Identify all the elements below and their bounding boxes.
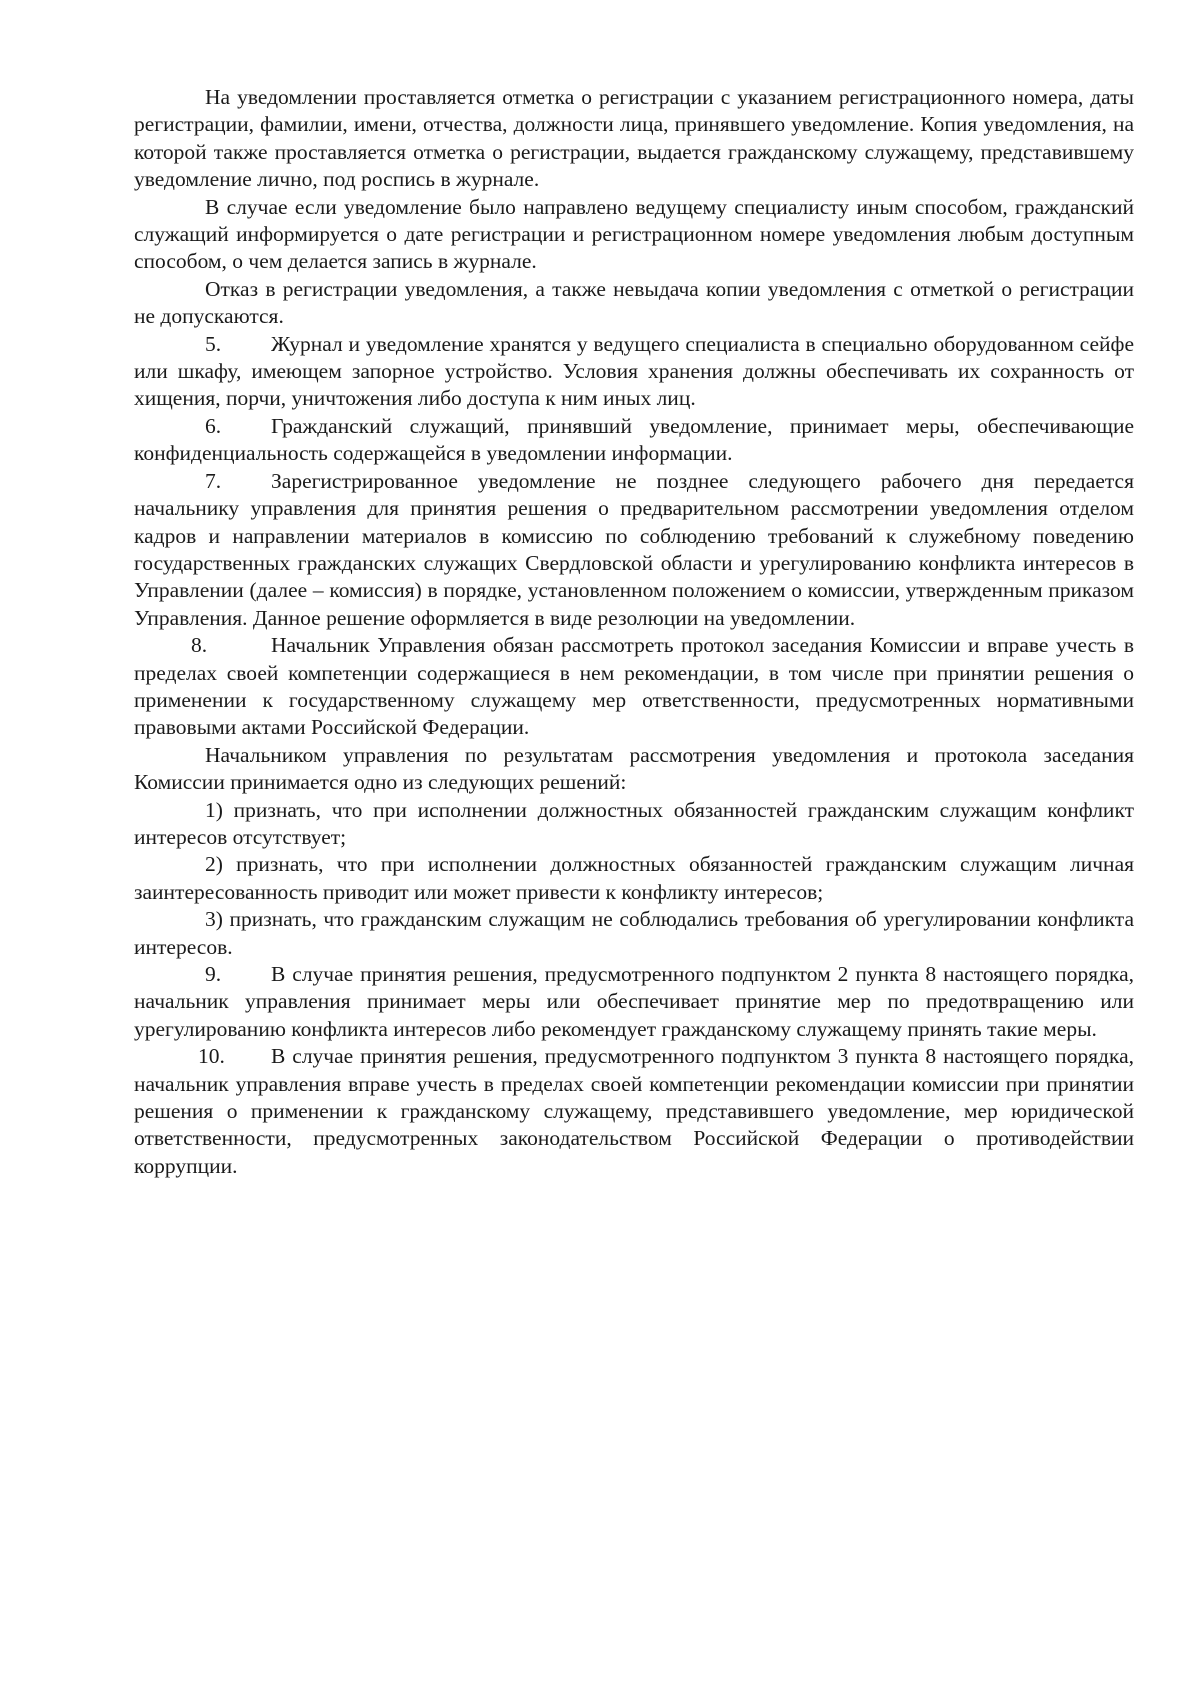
item-number: 9. [205,962,222,986]
item-text: Зарегистрированное уведомление не позднее следующего рабочего дня передается начальнику управления для принятия решения о предварительном рассмотрении уведомления отделом кадров и направлении материалов в комиссию по соблюдению требований к служебному поведению государственных гражданских служащих Свердловской области и урегулированию конфликта интересов в Управлении (далее – комиссия) в порядке, установленном положением о комиссии, утвержденным приказом Управления. Данное решение оформляется в виде резолюции на уведомлении. [134,468,1134,630]
item-number: 6. [205,413,222,438]
paragraph-decision-2: 2) признать, что при исполнении должностных обязанностей гражданским служащим личная заинтересованность приводит или может привести к конфликту интересов; [134,852,1134,904]
paragraph-decisions-intro: Начальником управления по результатам рассмотрения уведомления и протокола заседания Комиссии принимается одно из следующих решений: [134,742,1134,795]
item-text: В случае принятия решения, предусмотренного подпунктом 3 пункта 8 настоящего порядка, начальник управления вправе учесть в пределах своей компетенции рекомендации комиссии при принятии решения о применении к гражданскому служащему, представившего уведомление, мер юридической ответственности, предусмотренных законодательством Российской Федерации о противодействии коррупции. [134,1044,1134,1178]
paragraph-registration-mark: На уведомлении проставляется отметка о регистрации с указанием регистрационного номера, даты регистрации, фамилии, имени, отчества, должности лица, принявшего уведомление. Копия уведомления, на которой также проставляется отметка о регистрации, выдается гражданскому служащему, представившему уведомление лично, под роспись в журнале. [134,85,1134,192]
paragraph-item-5 [134,331,1134,413]
paragraph-item-9 [134,961,1134,1043]
item-number: 7. [205,468,222,493]
item-text: В случае принятия решения, предусмотренного подпунктом 2 пункта 8 настоящего порядка, начальник управления принимает меры или обеспечивает принятие мер по предотвращению или урегулированию конфликта интересов либо рекомендует гражданскому служащему принять такие меры. [134,962,1134,1041]
paragraph-item-7 [134,468,1134,632]
item-text: Гражданский служащий, принявший уведомление, принимает меры, обеспечивающие конфиденциальность содержащейся в уведомлении информации. [134,413,1134,466]
paragraph-item-8 [134,632,1134,742]
document-body [134,84,1134,1180]
paragraph-decision-1: 1) признать, что при исполнении должностных обязанностей гражданским служащим конфликт интересов отсутствует; [134,797,1134,849]
item-number: 8. [191,633,208,658]
paragraph-item-10 [134,1043,1134,1180]
paragraph-refusal: Отказ в регистрации уведомления, а также невыдача копии уведомления с отметкой о регистрации не допускаются. [134,276,1134,329]
item-number: 5. [205,331,222,356]
item-text: Журнал и уведомление хранятся у ведущего специалиста в специально оборудованном сейфе или шкафу, имеющем запорное устройство. Условия хранения должны обеспечивать их сохранность от хищения, порчи, уничтожения либо доступа к ним иных лиц. [134,331,1134,411]
paragraph-decision-3: 3) признать, что гражданским служащим не соблюдались требования об урегулировании конфликта интересов. [134,907,1134,959]
item-text: Начальник Управления обязан рассмотреть протокол заседания Комиссии и вправе учесть в пределах своей компетенции содержащиеся в нем рекомендации, в том числе при принятии решения о применении к государственному служащему мер ответственности, предусмотренных нормативными правовыми актами Российской Федерации. [134,633,1134,740]
item-number: 10. [198,1044,225,1069]
paragraph-other-method: В случае если уведомление было направлено ведущему специалисту иным способом, гражданский служащий информируется о дате регистрации и регистрационном номере уведомления любым доступным способом, о чем делается запись в журнале. [134,194,1134,274]
paragraph-item-6 [134,413,1134,468]
